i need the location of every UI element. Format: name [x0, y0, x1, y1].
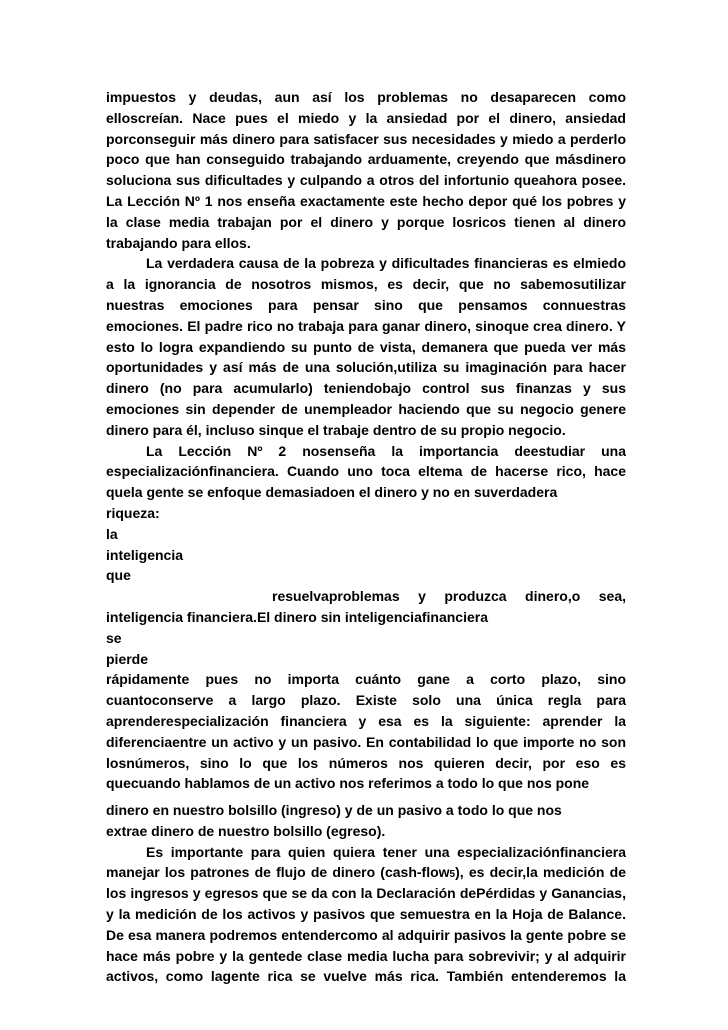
- text-line: impuestos y deudas, aun así los problemas no desaparecen como: [106, 89, 626, 105]
- text-line: cuantoconserve a largo plazo. Existe solo una única regla para: [106, 692, 626, 709]
- text-line-segment: manejar los patrones de flujo de dinero (cash-flow: [106, 864, 450, 881]
- text-line: Es importante para quien quiera tener una especializaciónfinanciera: [146, 843, 626, 860]
- text-line: De esa manera podremos entendercomo al adquirir pasivos la gente pobre se: [106, 926, 626, 943]
- text-line: y la medición de los activos y pasivos que semuestra en la Hoja de Balance.: [106, 906, 626, 923]
- text-line: a la ignorancia de nosotros mismos, es decir, que no sabemosutilizar: [106, 276, 626, 293]
- text-line: oportunidades y así más de una solución,utiliza su imaginación para hacer: [106, 359, 626, 376]
- text-line: inteligencia: [106, 546, 184, 563]
- text-line: hace más pobre y la gentede clase media lucha para sobrevivir; y al adquirir: [106, 947, 626, 964]
- text-line: losnúmeros, sino lo que los números nos quieren decir, por eso es: [106, 754, 626, 771]
- text-line: elloscreían. Nace pues el miedo y la ansiedad por el dinero, ansiedad: [106, 109, 626, 126]
- text-line: nuestras emociones para pensar sino que pensamos connuestras: [106, 296, 626, 313]
- footnote-subscript: 5: [449, 869, 456, 881]
- text-line: especializaciónfinanciera. Cuando uno toca eltema de hacerse rico, hace: [106, 463, 626, 480]
- text-line: soluciona sus dificultades y culpando a otros del infortunio queahora posee.: [106, 172, 626, 189]
- text-line: que: [106, 567, 131, 584]
- text-line: dinero en nuestro bolsillo (ingreso) y de un pasivo a todo lo que nos: [106, 802, 562, 819]
- text-line: [106, 862, 626, 883]
- text-line: La Lección Nº 1 nos enseña exactamente este hecho depor qué los pobres y: [106, 192, 626, 209]
- text-line: extrae dinero de nuestro bolsillo (egreso).: [106, 822, 386, 839]
- text-line: inteligencia financiera.El dinero sin inteligenciafinanciera: [106, 608, 488, 625]
- text-line: rápidamente pues no importa cuánto gane a corto plazo, sino: [106, 671, 626, 688]
- text-line: activos, como lagente rica se vuelve más rica. También entenderemos la: [106, 968, 626, 985]
- text-line: quecuando hablamos de un activo nos referimos a todo lo que nos pone: [106, 775, 590, 792]
- text-line: dinero para él, incluso sinque el trabaje dentro de su propio negocio.: [106, 421, 566, 438]
- body-text: [106, 87, 626, 987]
- text-line: pierde: [106, 650, 149, 667]
- text-line: los ingresos y egresos que se da con la Declaración dePérdidas y Ganancias,: [106, 885, 626, 902]
- text-line: porconseguir más dinero para satisfacer sus necesidades y miedo a perderlo: [106, 130, 626, 147]
- text-line: riqueza:: [106, 504, 160, 521]
- text-line: trabajando para ellos.: [106, 234, 251, 251]
- text-line: esto lo logra expandiendo su punto de vista, demanera que pueda ver más: [106, 338, 626, 355]
- text-line: se: [106, 629, 122, 646]
- text-line: emociones sin depender de unempleador haciendo que su negocio genere: [106, 400, 626, 417]
- text-line: diferenciaentre un activo y un pasivo. En contabilidad lo que importe no son: [106, 733, 626, 750]
- text-line: emociones. El padre rico no trabaja para ganar dinero, sinoque crea dinero. Y: [106, 317, 626, 334]
- text-line: dinero (no para acumularlo) teniendobajo control sus finanzas y sus: [106, 380, 626, 397]
- text-line: la: [106, 525, 118, 542]
- text-line: la clase media trabajan por el dinero y porque losricos tienen al dinero: [106, 213, 626, 230]
- text-line: aprenderespecialización financiera y esa es la siguiente: aprender la: [106, 712, 626, 729]
- text-line: resuelvaproblemas y produzca dinero,o sea,: [272, 588, 626, 605]
- text-line: poco que han conseguido trabajando arduamente, creyendo que másdinero: [106, 151, 626, 168]
- text-line: quela gente se enfoque demasiadoen el dinero y no en suverdadera: [106, 484, 558, 501]
- text-line-segment: ), es decir,la medición de: [455, 864, 626, 881]
- text-line: La verdadera causa de la pobreza y dificultades financieras es elmiedo: [146, 255, 626, 272]
- text-line: La Lección Nº 2 nosenseña la importancia deestudiar una: [146, 442, 626, 459]
